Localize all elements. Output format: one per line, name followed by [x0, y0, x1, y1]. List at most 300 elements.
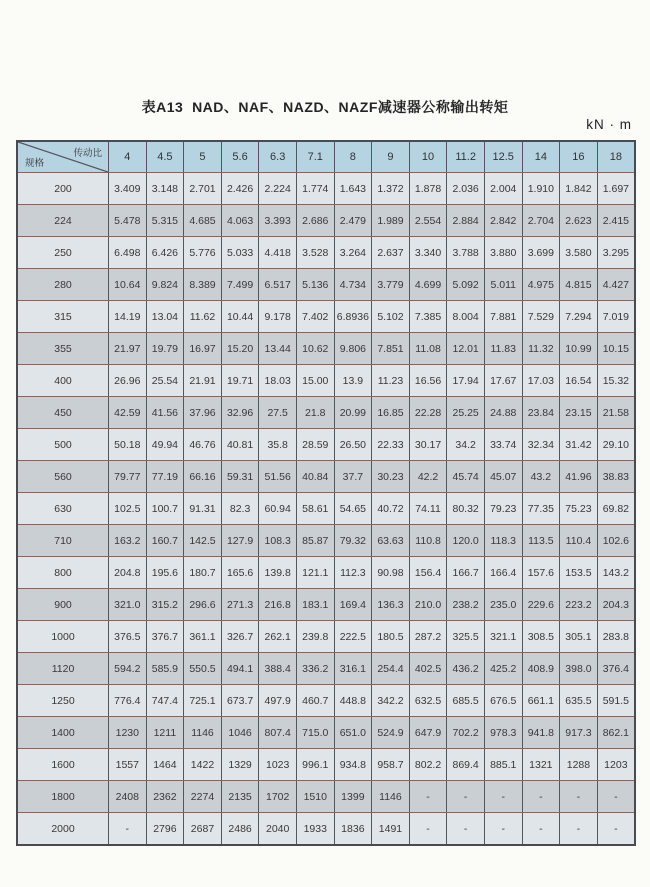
value-cell: 180.5 — [372, 621, 410, 653]
value-cell: 262.1 — [259, 621, 297, 653]
value-cell: 17.67 — [484, 365, 522, 397]
value-cell: 3.148 — [146, 173, 184, 205]
value-cell: 25.25 — [447, 397, 485, 429]
value-cell: 958.7 — [372, 749, 410, 781]
value-cell: 1046 — [221, 717, 259, 749]
value-cell: 229.6 — [522, 589, 560, 621]
value-cell: 153.5 — [560, 557, 598, 589]
value-cell: 1203 — [597, 749, 635, 781]
column-header-cell: 5 — [184, 141, 222, 173]
corner-label-ratio: 传动比 — [73, 148, 102, 159]
value-cell: 9.178 — [259, 301, 297, 333]
value-cell: 100.7 — [146, 493, 184, 525]
value-cell: 4.685 — [184, 205, 222, 237]
value-cell: 13.44 — [259, 333, 297, 365]
value-cell: - — [447, 813, 485, 846]
value-cell: 321.0 — [109, 589, 147, 621]
value-cell: 60.94 — [259, 493, 297, 525]
value-cell: 1329 — [221, 749, 259, 781]
value-cell: 1230 — [109, 717, 147, 749]
value-cell: 11.32 — [522, 333, 560, 365]
column-header-cell: 8 — [334, 141, 372, 173]
value-cell: 5.315 — [146, 205, 184, 237]
value-cell: 23.84 — [522, 397, 560, 429]
torque-table — [16, 140, 636, 846]
value-cell: 308.5 — [522, 621, 560, 653]
value-cell: 4.975 — [522, 269, 560, 301]
value-cell: 1.842 — [560, 173, 598, 205]
value-cell: 15.20 — [221, 333, 259, 365]
value-cell: 156.4 — [409, 557, 447, 589]
page-title: 表A13 NAD、NAF、NAZD、NAZF减速器公称输出转矩 — [141, 99, 509, 115]
unit-label: kN · m — [586, 117, 632, 132]
value-cell: 1.372 — [372, 173, 410, 205]
value-cell: 296.6 — [184, 589, 222, 621]
value-cell: 2.479 — [334, 205, 372, 237]
corner-label-spec: 规格 — [25, 158, 45, 169]
value-cell: 90.98 — [372, 557, 410, 589]
value-cell: 934.8 — [334, 749, 372, 781]
spec-cell: 1120 — [17, 653, 109, 685]
value-cell: 7.385 — [409, 301, 447, 333]
value-cell: 651.0 — [334, 717, 372, 749]
value-cell: 2.415 — [597, 205, 635, 237]
value-cell: 436.2 — [447, 653, 485, 685]
value-cell: 10.64 — [109, 269, 147, 301]
value-cell: - — [522, 813, 560, 846]
value-cell: 2.842 — [484, 205, 522, 237]
value-cell: 22.28 — [409, 397, 447, 429]
value-cell: 747.4 — [146, 685, 184, 717]
value-cell: 776.4 — [109, 685, 147, 717]
value-cell: 28.59 — [296, 429, 334, 461]
value-cell: 38.83 — [597, 461, 635, 493]
value-cell: 157.6 — [522, 557, 560, 589]
value-cell: 550.5 — [184, 653, 222, 685]
value-cell: 3.699 — [522, 237, 560, 269]
value-cell: 4.063 — [221, 205, 259, 237]
value-cell: 17.94 — [447, 365, 485, 397]
value-cell: 16.85 — [372, 397, 410, 429]
value-cell: 1211 — [146, 717, 184, 749]
value-cell: 32.34 — [522, 429, 560, 461]
value-cell: 112.3 — [334, 557, 372, 589]
table-row — [17, 461, 635, 493]
value-cell: 647.9 — [409, 717, 447, 749]
value-cell: 1288 — [560, 749, 598, 781]
value-cell: 23.15 — [560, 397, 598, 429]
value-cell: 1.697 — [597, 173, 635, 205]
value-cell: 3.295 — [597, 237, 635, 269]
value-cell: 2796 — [146, 813, 184, 846]
value-cell: 885.1 — [484, 749, 522, 781]
value-cell: 19.79 — [146, 333, 184, 365]
value-cell: - — [522, 781, 560, 813]
value-cell: 166.4 — [484, 557, 522, 589]
value-cell: 110.8 — [409, 525, 447, 557]
value-cell: 673.7 — [221, 685, 259, 717]
value-cell: 26.50 — [334, 429, 372, 461]
table-row — [17, 653, 635, 685]
value-cell: 1.878 — [409, 173, 447, 205]
value-cell: 63.63 — [372, 525, 410, 557]
column-header-cell: 4.5 — [146, 141, 184, 173]
value-cell: 1399 — [334, 781, 372, 813]
value-cell: 11.62 — [184, 301, 222, 333]
table-row — [17, 429, 635, 461]
value-cell: 5.478 — [109, 205, 147, 237]
spec-cell: 1400 — [17, 717, 109, 749]
value-cell: 21.58 — [597, 397, 635, 429]
value-cell: 166.7 — [447, 557, 485, 589]
value-cell: 16.97 — [184, 333, 222, 365]
value-cell: - — [409, 781, 447, 813]
value-cell: 142.5 — [184, 525, 222, 557]
table-row — [17, 685, 635, 717]
value-cell: 7.529 — [522, 301, 560, 333]
value-cell: 594.2 — [109, 653, 147, 685]
value-cell: 7.019 — [597, 301, 635, 333]
value-cell: 398.0 — [560, 653, 598, 685]
column-header-cell: 11.2 — [447, 141, 485, 173]
spec-cell: 2000 — [17, 813, 109, 846]
value-cell: 204.8 — [109, 557, 147, 589]
value-cell: 326.7 — [221, 621, 259, 653]
value-cell: 10.99 — [560, 333, 598, 365]
value-cell: 9.806 — [334, 333, 372, 365]
value-cell: 4.699 — [409, 269, 447, 301]
value-cell: 3.779 — [372, 269, 410, 301]
spec-cell: 560 — [17, 461, 109, 493]
value-cell: - — [409, 813, 447, 846]
column-header-cell: 18 — [597, 141, 635, 173]
value-cell: 238.2 — [447, 589, 485, 621]
column-header-cell: 7.1 — [296, 141, 334, 173]
value-cell: 524.9 — [372, 717, 410, 749]
column-header-cell: 9 — [372, 141, 410, 173]
value-cell: 2135 — [221, 781, 259, 813]
value-cell: 12.01 — [447, 333, 485, 365]
value-cell: 45.07 — [484, 461, 522, 493]
value-cell: 1491 — [372, 813, 410, 846]
value-cell: 2.637 — [372, 237, 410, 269]
column-header-cell: 12.5 — [484, 141, 522, 173]
value-cell: 5.776 — [184, 237, 222, 269]
value-cell: 108.3 — [259, 525, 297, 557]
column-header-cell: 6.3 — [259, 141, 297, 173]
value-cell: 448.8 — [334, 685, 372, 717]
value-cell: 20.99 — [334, 397, 372, 429]
value-cell: 127.9 — [221, 525, 259, 557]
value-cell: 1933 — [296, 813, 334, 846]
value-cell: 160.7 — [146, 525, 184, 557]
value-cell: 497.9 — [259, 685, 297, 717]
value-cell: 715.0 — [296, 717, 334, 749]
value-cell: 1422 — [184, 749, 222, 781]
value-cell: 223.2 — [560, 589, 598, 621]
table-row — [17, 333, 635, 365]
value-cell: 6.517 — [259, 269, 297, 301]
value-cell: 7.851 — [372, 333, 410, 365]
table-row — [17, 717, 635, 749]
value-cell: 13.04 — [146, 301, 184, 333]
value-cell: 118.3 — [484, 525, 522, 557]
value-cell: 41.56 — [146, 397, 184, 429]
value-cell: 287.2 — [409, 621, 447, 653]
value-cell: 8.389 — [184, 269, 222, 301]
value-cell: 3.580 — [560, 237, 598, 269]
value-cell: 1510 — [296, 781, 334, 813]
value-cell: 195.6 — [146, 557, 184, 589]
value-cell: 183.1 — [296, 589, 334, 621]
value-cell: 21.97 — [109, 333, 147, 365]
value-cell: 2408 — [109, 781, 147, 813]
value-cell: 862.1 — [597, 717, 635, 749]
spec-cell: 315 — [17, 301, 109, 333]
value-cell: 82.3 — [221, 493, 259, 525]
value-cell: 635.5 — [560, 685, 598, 717]
value-cell: 19.71 — [221, 365, 259, 397]
corner-cell — [17, 141, 109, 173]
value-cell: 5.092 — [447, 269, 485, 301]
value-cell: 40.72 — [372, 493, 410, 525]
spec-cell: 800 — [17, 557, 109, 589]
value-cell: 222.5 — [334, 621, 372, 653]
value-cell: 41.96 — [560, 461, 598, 493]
value-cell: 1464 — [146, 749, 184, 781]
value-cell: 2274 — [184, 781, 222, 813]
value-cell: 6.498 — [109, 237, 147, 269]
value-cell: 24.88 — [484, 397, 522, 429]
value-cell: 14.19 — [109, 301, 147, 333]
value-cell: 321.1 — [484, 621, 522, 653]
value-cell: 2.004 — [484, 173, 522, 205]
column-header-cell: 10 — [409, 141, 447, 173]
value-cell: - — [560, 813, 598, 846]
value-cell: 6.8936 — [334, 301, 372, 333]
value-cell: 1146 — [184, 717, 222, 749]
value-cell: 79.23 — [484, 493, 522, 525]
spec-cell: 1250 — [17, 685, 109, 717]
value-cell: 42.59 — [109, 397, 147, 429]
spec-cell: 450 — [17, 397, 109, 429]
value-cell: 136.3 — [372, 589, 410, 621]
value-cell: 632.5 — [409, 685, 447, 717]
spec-cell: 200 — [17, 173, 109, 205]
value-cell: 69.82 — [597, 493, 635, 525]
value-cell: 5.136 — [296, 269, 334, 301]
table-row — [17, 205, 635, 237]
spec-cell: 500 — [17, 429, 109, 461]
spec-cell: 280 — [17, 269, 109, 301]
value-cell: 1836 — [334, 813, 372, 846]
table-row — [17, 365, 635, 397]
value-cell: 27.5 — [259, 397, 297, 429]
value-cell: 79.77 — [109, 461, 147, 493]
value-cell: - — [109, 813, 147, 846]
value-cell: 2.623 — [560, 205, 598, 237]
spec-cell: 900 — [17, 589, 109, 621]
value-cell: 2040 — [259, 813, 297, 846]
value-cell: 7.881 — [484, 301, 522, 333]
value-cell: 305.1 — [560, 621, 598, 653]
value-cell: 43.2 — [522, 461, 560, 493]
value-cell: 75.23 — [560, 493, 598, 525]
spec-cell: 1800 — [17, 781, 109, 813]
value-cell: 210.0 — [409, 589, 447, 621]
value-cell: - — [560, 781, 598, 813]
value-cell: 869.4 — [447, 749, 485, 781]
table-row — [17, 557, 635, 589]
value-cell: 15.00 — [296, 365, 334, 397]
value-cell: 204.3 — [597, 589, 635, 621]
value-cell: 235.0 — [484, 589, 522, 621]
value-cell: 13.9 — [334, 365, 372, 397]
value-cell: 29.10 — [597, 429, 635, 461]
value-cell: 425.2 — [484, 653, 522, 685]
value-cell: 1023 — [259, 749, 297, 781]
value-cell: 21.91 — [184, 365, 222, 397]
value-cell: 51.56 — [259, 461, 297, 493]
value-cell: 9.824 — [146, 269, 184, 301]
value-cell: 58.61 — [296, 493, 334, 525]
value-cell: 316.1 — [334, 653, 372, 685]
table-row — [17, 237, 635, 269]
column-header-cell: 4 — [109, 141, 147, 173]
value-cell: 2.554 — [409, 205, 447, 237]
spec-cell: 1600 — [17, 749, 109, 781]
value-cell: 110.4 — [560, 525, 598, 557]
value-cell: 163.2 — [109, 525, 147, 557]
value-cell: 3.409 — [109, 173, 147, 205]
value-cell: 121.1 — [296, 557, 334, 589]
value-cell: 494.1 — [221, 653, 259, 685]
value-cell: 10.15 — [597, 333, 635, 365]
value-cell: 1.910 — [522, 173, 560, 205]
value-cell: 22.33 — [372, 429, 410, 461]
value-cell: 283.8 — [597, 621, 635, 653]
value-cell: 25.54 — [146, 365, 184, 397]
value-cell: 143.2 — [597, 557, 635, 589]
value-cell: 80.32 — [447, 493, 485, 525]
table-row — [17, 813, 635, 846]
value-cell: 239.8 — [296, 621, 334, 653]
table-row — [17, 749, 635, 781]
value-cell: 42.2 — [409, 461, 447, 493]
value-cell: 2.704 — [522, 205, 560, 237]
spec-cell: 355 — [17, 333, 109, 365]
spec-cell: 630 — [17, 493, 109, 525]
value-cell: 91.31 — [184, 493, 222, 525]
value-cell: 376.7 — [146, 621, 184, 653]
table-row — [17, 781, 635, 813]
value-cell: 2.701 — [184, 173, 222, 205]
value-cell: 45.74 — [447, 461, 485, 493]
value-cell: 996.1 — [296, 749, 334, 781]
value-cell: 7.499 — [221, 269, 259, 301]
value-cell: 1321 — [522, 749, 560, 781]
value-cell: 254.4 — [372, 653, 410, 685]
value-cell: 460.7 — [296, 685, 334, 717]
value-cell: 2.224 — [259, 173, 297, 205]
value-cell: 941.8 — [522, 717, 560, 749]
value-cell: 2.036 — [447, 173, 485, 205]
value-cell: 3.393 — [259, 205, 297, 237]
table-row — [17, 589, 635, 621]
value-cell: - — [484, 781, 522, 813]
value-cell: 32.96 — [221, 397, 259, 429]
value-cell: 6.426 — [146, 237, 184, 269]
value-cell: 4.734 — [334, 269, 372, 301]
value-cell: 49.94 — [146, 429, 184, 461]
value-cell: 139.8 — [259, 557, 297, 589]
value-cell: 10.44 — [221, 301, 259, 333]
value-cell: 1702 — [259, 781, 297, 813]
value-cell: 978.3 — [484, 717, 522, 749]
value-cell: 59.31 — [221, 461, 259, 493]
value-cell: 342.2 — [372, 685, 410, 717]
value-cell: 376.5 — [109, 621, 147, 653]
value-cell: 702.2 — [447, 717, 485, 749]
value-cell: 120.0 — [447, 525, 485, 557]
value-cell: 2486 — [221, 813, 259, 846]
value-cell: 16.56 — [409, 365, 447, 397]
table-row — [17, 301, 635, 333]
spec-cell: 1000 — [17, 621, 109, 653]
value-cell: 1557 — [109, 749, 147, 781]
value-cell: 102.6 — [597, 525, 635, 557]
spec-cell: 710 — [17, 525, 109, 557]
column-header-cell: 14 — [522, 141, 560, 173]
value-cell: 361.1 — [184, 621, 222, 653]
value-cell: 85.87 — [296, 525, 334, 557]
value-cell: 30.17 — [409, 429, 447, 461]
value-cell: 685.5 — [447, 685, 485, 717]
value-cell: 591.5 — [597, 685, 635, 717]
value-cell: - — [597, 813, 635, 846]
value-cell: 676.5 — [484, 685, 522, 717]
value-cell: 1.643 — [334, 173, 372, 205]
value-cell: 18.03 — [259, 365, 297, 397]
spec-cell: 224 — [17, 205, 109, 237]
table-row — [17, 173, 635, 205]
value-cell: 3.788 — [447, 237, 485, 269]
value-cell: 2.884 — [447, 205, 485, 237]
table-row — [17, 397, 635, 429]
spec-cell: 400 — [17, 365, 109, 397]
value-cell: 35.8 — [259, 429, 297, 461]
value-cell: 113.5 — [522, 525, 560, 557]
value-cell: 8.004 — [447, 301, 485, 333]
column-header-cell: 16 — [560, 141, 598, 173]
value-cell: 34.2 — [447, 429, 485, 461]
value-cell: 11.08 — [409, 333, 447, 365]
value-cell: 46.76 — [184, 429, 222, 461]
table-row — [17, 525, 635, 557]
value-cell: 15.32 — [597, 365, 635, 397]
value-cell: 4.815 — [560, 269, 598, 301]
value-cell: 3.264 — [334, 237, 372, 269]
value-cell: 402.5 — [409, 653, 447, 685]
value-cell: 3.340 — [409, 237, 447, 269]
value-cell: 102.5 — [109, 493, 147, 525]
value-cell: - — [447, 781, 485, 813]
value-cell: 2.686 — [296, 205, 334, 237]
value-cell: 325.5 — [447, 621, 485, 653]
value-cell: 4.427 — [597, 269, 635, 301]
table-row — [17, 269, 635, 301]
value-cell: 26.96 — [109, 365, 147, 397]
